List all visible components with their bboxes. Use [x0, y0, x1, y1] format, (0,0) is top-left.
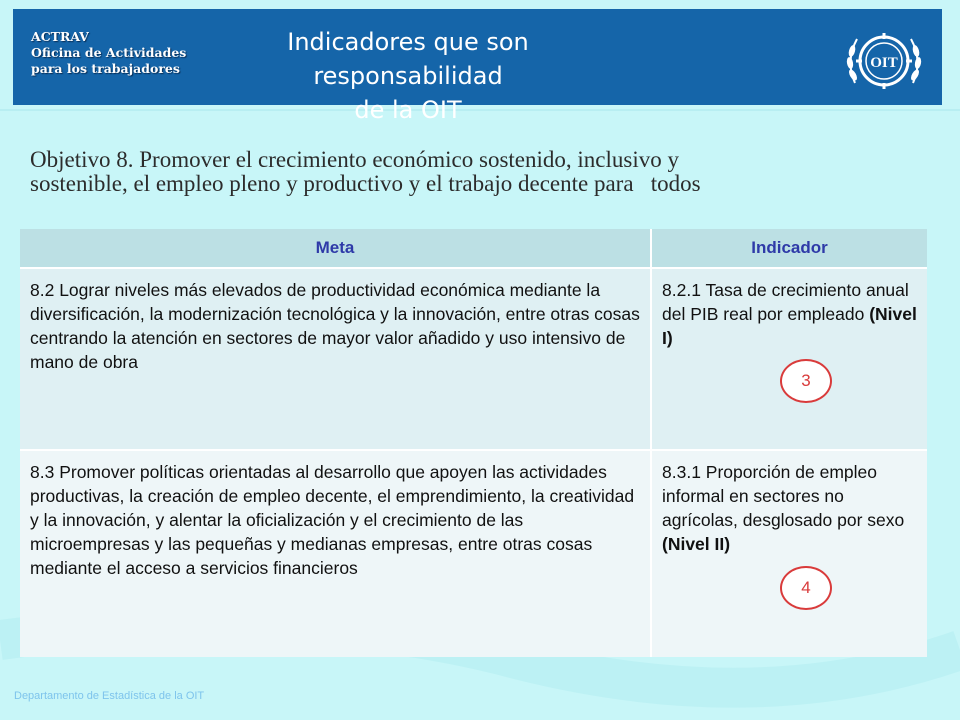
meta-cell: 8.2 Lograr niveles más elevados de productividad económica mediante la diversificación, la modernización tecnológica y la innovación, entre otras cosas centrando la atención en sectores de mayor valor añadido y uso intensivo de mano de obra [20, 268, 651, 450]
objective-line-2: sostenible, el empleo pleno y productivo y el trabajo decente para todos [30, 171, 701, 196]
footer-text: Departamento de Estadística de la OIT [14, 690, 205, 702]
objective-line-1: Objetivo 8. Promover el crecimiento económico sostenido, inclusivo y [30, 147, 679, 172]
slide-title-line-2: de la OIT [354, 96, 462, 124]
oit-logo-icon [841, 23, 927, 99]
org-line-2: Oficina de Actividades [31, 45, 187, 60]
table-header-row [20, 229, 927, 268]
goals-table [20, 229, 927, 657]
slide-title [208, 25, 608, 127]
column-header-meta: Meta [20, 229, 651, 268]
indicator-text: 8.3.1 Proporción de empleo informal en sectores no agrícolas, desglosado por sexo [662, 462, 905, 530]
indicator-cell [651, 268, 927, 450]
objective-text [30, 148, 930, 196]
slide-header [13, 9, 942, 124]
count-badge: 3 [780, 359, 832, 403]
table-row [20, 268, 927, 450]
logo-text: OIT [870, 55, 898, 71]
count-badge: 4 [780, 566, 832, 610]
indicator-level: (Nivel II) [662, 534, 731, 554]
indicator-text: 8.2.1 Tasa de crecimiento anual del PIB real por empleado [662, 280, 909, 324]
org-line-1: ACTRAV [31, 29, 89, 44]
table-row [20, 450, 927, 657]
column-header-indicator: Indicador [651, 229, 927, 268]
slide-title-line-1: Indicadores que son responsabilidad [287, 28, 529, 90]
org-label [31, 29, 186, 77]
indicator-level: (Nivel I) [662, 304, 917, 348]
org-line-3: para los trabajadores [31, 61, 180, 76]
meta-cell: 8.3 Promover políticas orientadas al desarrollo que apoyen las actividades productivas, la creación de empleo decente, el emprendimiento, la creatividad y la innovación, y alentar la oficialización y el crecimiento de las microempresas y las pequeñas y medianas empresas, entre otras cosas mediante el acceso a servicios financieros [20, 450, 651, 657]
indicator-cell [651, 450, 927, 657]
